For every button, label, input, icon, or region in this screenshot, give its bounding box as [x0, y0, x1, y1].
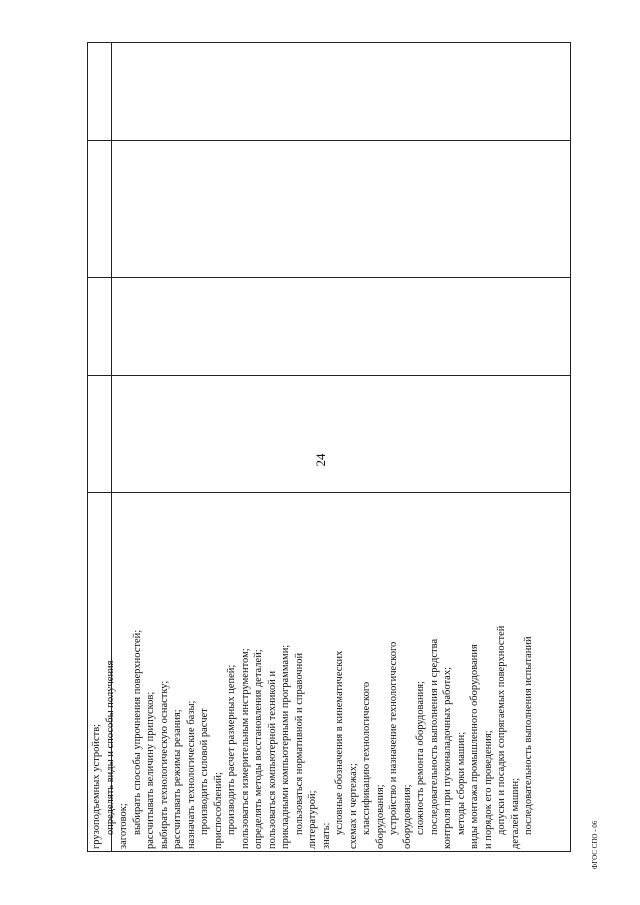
skills-line: оборудования;	[401, 784, 413, 849]
skills-line: устройство и назначение технологического	[388, 641, 399, 835]
table-row-divider	[88, 140, 570, 141]
skills-line: выбирать способы упрочнения поверхностей;	[131, 629, 143, 835]
page-number-text: 24	[313, 453, 328, 467]
skills-line: классификацию технологического	[361, 681, 372, 835]
skills-line: производить расчет размерных цепей;	[226, 664, 237, 835]
footer-code	[585, 805, 605, 885]
skills-line: знать:	[320, 822, 332, 849]
skills-text	[88, 492, 534, 852]
skills-line: прикладными компьютерными программами;	[280, 644, 291, 849]
skills-line: и порядок его проведения;	[482, 730, 494, 849]
skills-line: назначать технологические базы;	[185, 700, 197, 849]
skills-line: заготовок;	[118, 803, 129, 849]
skills-line: последовательность выполнения испытаний	[523, 636, 534, 835]
skills-line: выбирать технологическую оснастку;	[158, 680, 170, 849]
skills-line: допуски и посадки сопрягаемых поверхностей	[496, 625, 507, 835]
skills-line: условные обозначения в кинематических	[334, 650, 345, 835]
skills-line: последовательность выполнения и средства	[428, 638, 440, 835]
skills-line: рассчитывать величину припусков;	[145, 691, 156, 849]
skills-line: производить силовой расчет	[199, 708, 210, 835]
skills-line: приспособлений;	[212, 772, 224, 849]
skills-line: рассчитывать режимы резания;	[172, 709, 183, 849]
skills-line: схемах и чертежах;	[347, 763, 359, 849]
skills-line: деталей машин;	[509, 777, 521, 849]
skills-line: определять методы восстановления деталей;	[253, 649, 264, 849]
table-row-divider	[88, 277, 570, 278]
skills-line: пользоваться измерительным инструментом;	[239, 648, 251, 849]
skills-line: литературой;	[307, 790, 318, 849]
skills-line: методы сборки машин;	[455, 731, 467, 835]
footer-code-text: ФГОС СПО - 06	[591, 820, 599, 870]
skills-line: контроля при пусконаладочных работах;	[442, 666, 453, 849]
skills-line: сложность ремонта оборудования;	[415, 681, 426, 835]
skills-line: грузоподъемных устройств;	[91, 723, 102, 849]
skills-cell	[88, 492, 534, 852]
table-row-divider	[88, 375, 570, 376]
skills-line: оборудования;	[374, 784, 386, 849]
skills-line: пользоваться нормативной и справочной	[293, 652, 305, 835]
skills-line: виды монтажа промышленного оборудования	[469, 644, 480, 849]
skills-line: пользоваться компьютерной техникой и	[266, 670, 278, 849]
skills-line: определять виды и способы получения	[104, 660, 116, 835]
